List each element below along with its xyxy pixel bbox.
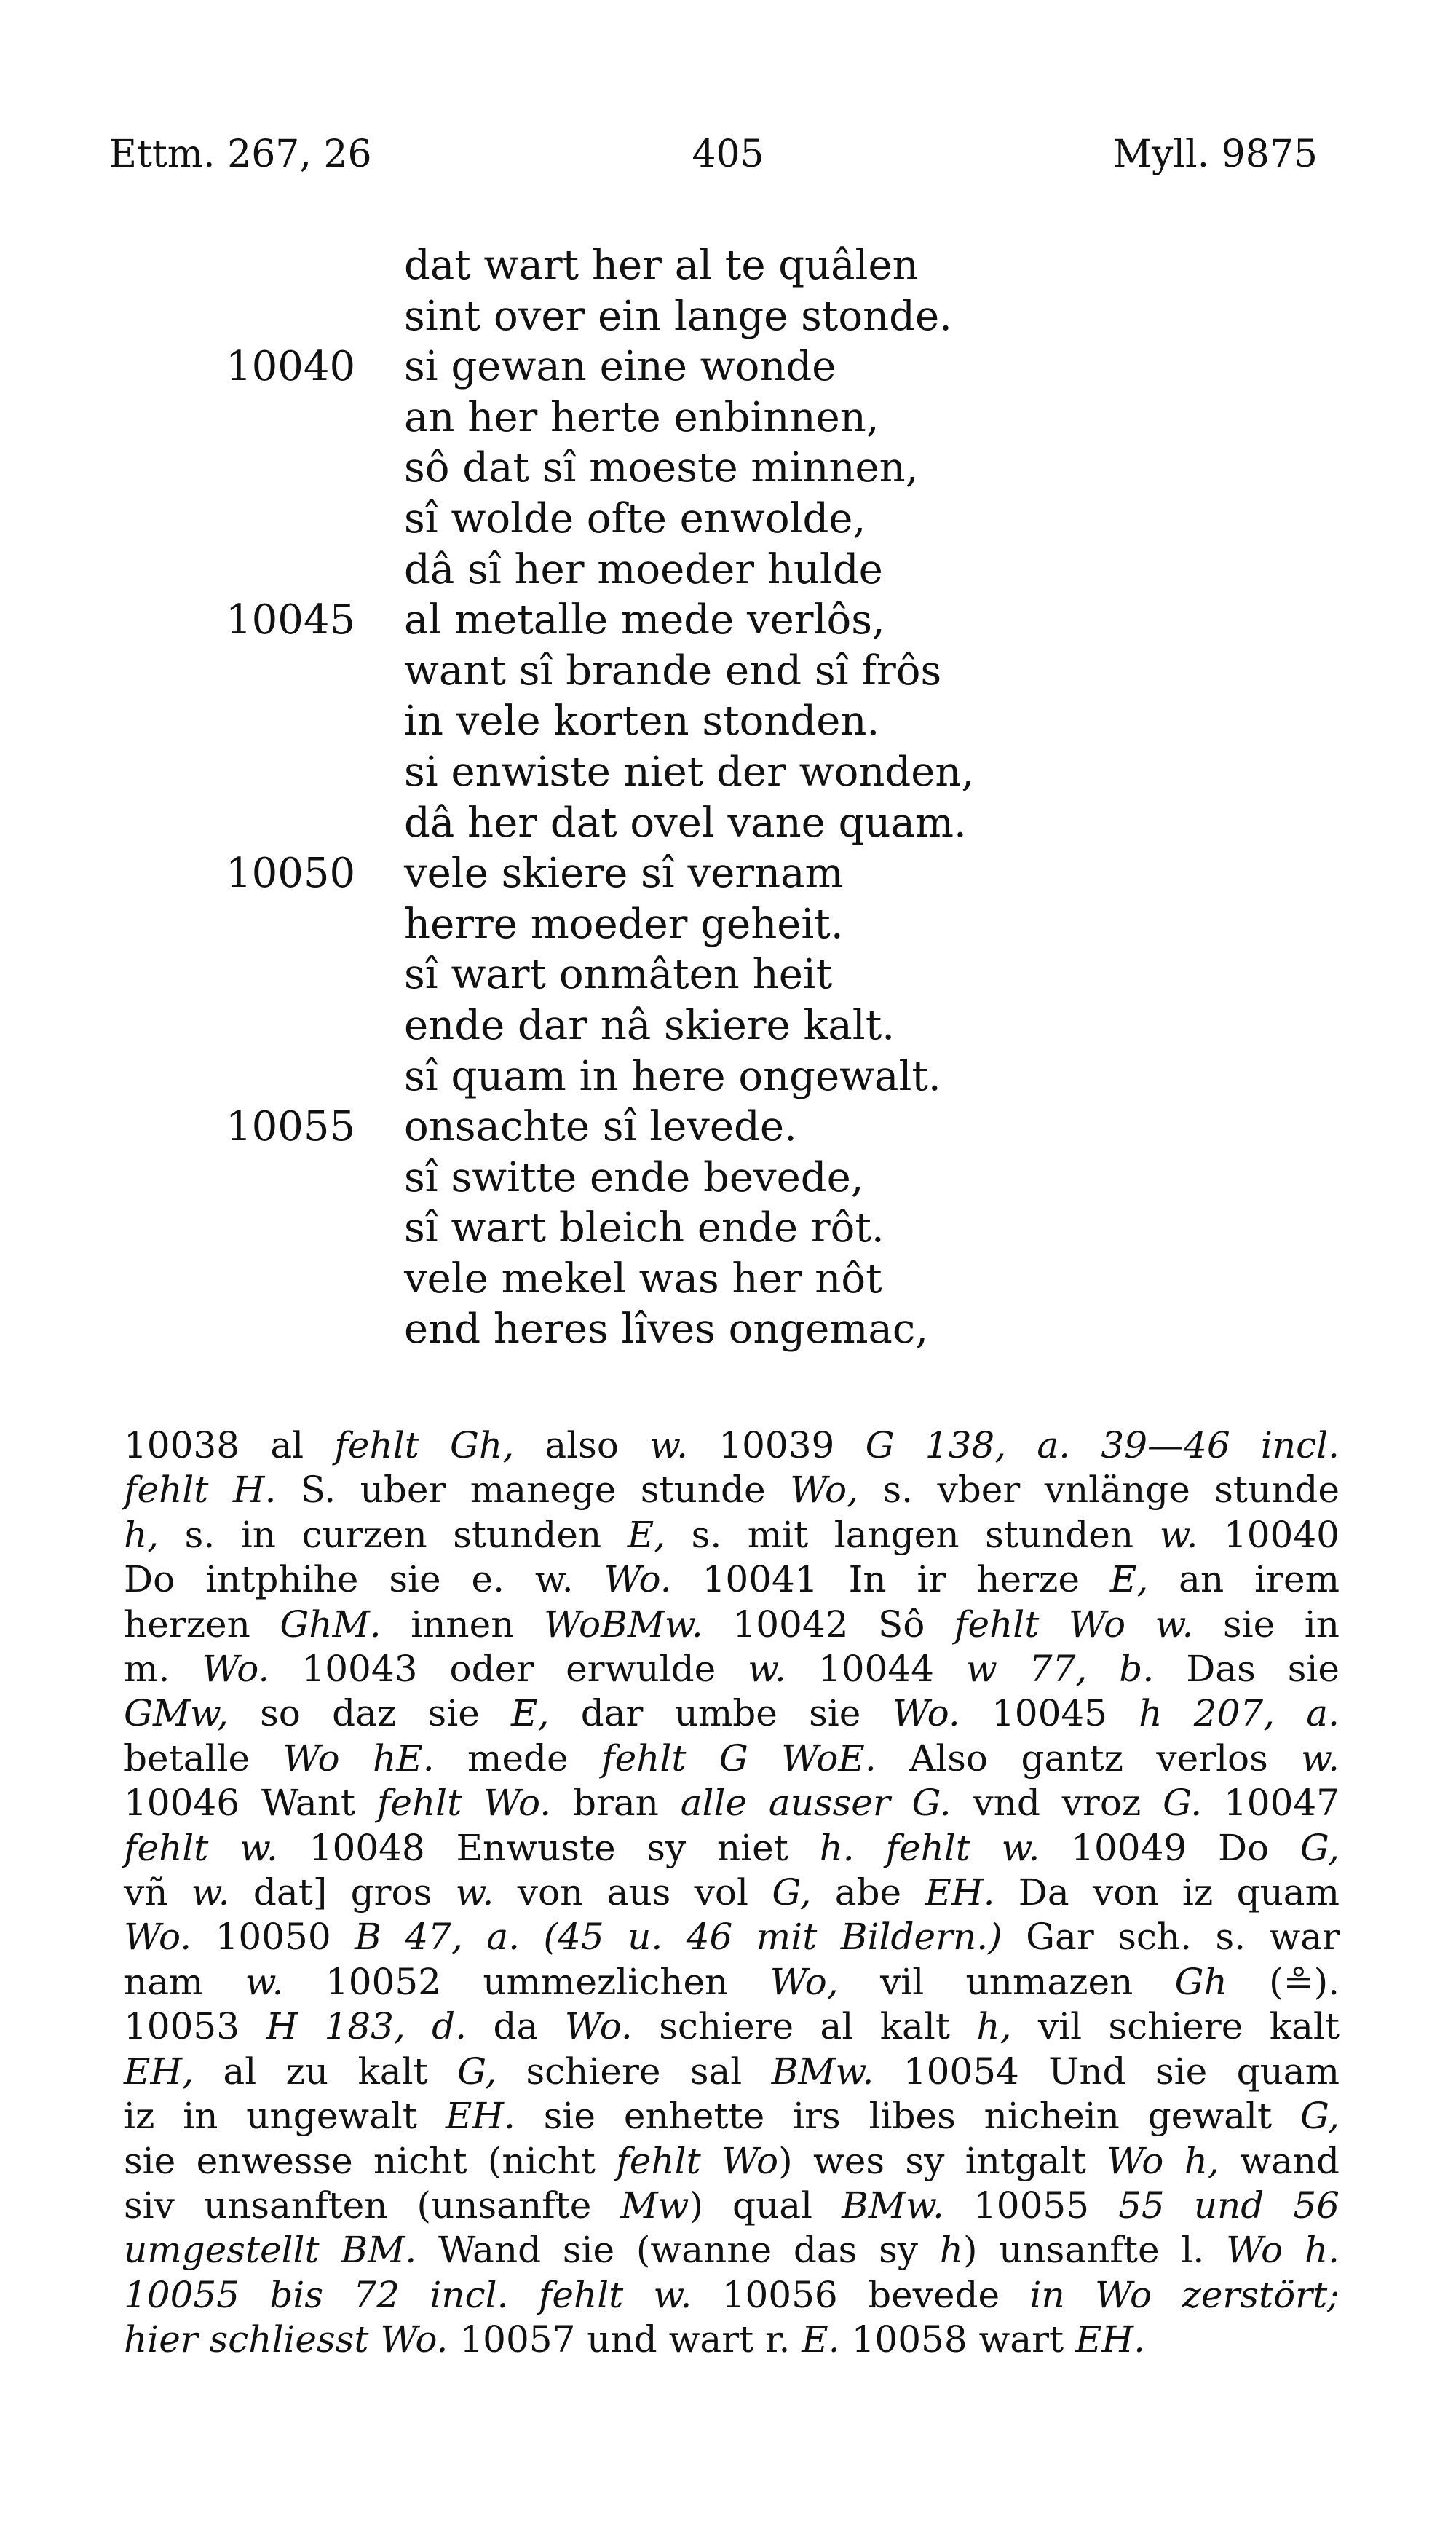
apparatus-text: s. mit langen stunden: [665, 1513, 1160, 1556]
apparatus-text: s. vber vnlänge stunde: [858, 1469, 1340, 1512]
apparatus-siglum: w.: [649, 1424, 688, 1466]
apparatus-siglum: Wo h,: [1107, 2139, 1219, 2182]
apparatus-line: [124, 1647, 1340, 1691]
apparatus-siglum: 55 und 56: [1118, 2184, 1340, 2227]
verse-line: [0, 1153, 1456, 1204]
apparatus-siglum: h. fehlt w.: [819, 1826, 1040, 1869]
apparatus-text: dar umbe sie: [549, 1692, 893, 1735]
apparatus-line: [124, 1781, 1340, 1825]
apparatus-text: Do intphihe sie e. w.: [124, 1558, 604, 1601]
apparatus-siglum: EH.: [445, 2095, 515, 2138]
apparatus-siglum: EH.: [925, 1871, 995, 1914]
apparatus-text: vil unmazen: [838, 1960, 1175, 2003]
apparatus-siglum: E,: [1109, 1558, 1149, 1601]
apparatus-text: al zu kalt: [194, 2050, 458, 2093]
verse-line: [0, 443, 1456, 494]
apparatus-siglum: G 138, a. 39—46 incl.: [865, 1424, 1340, 1466]
apparatus-siglum: fehlt Wo: [616, 2139, 779, 2182]
verse-text: an her herte enbinnen,: [404, 393, 879, 441]
apparatus-text: 10047: [1202, 1782, 1340, 1825]
apparatus-siglum: fehlt w.: [124, 1826, 278, 1869]
apparatus-siglum: G,: [772, 1871, 812, 1914]
apparatus-siglum: alle ausser G.: [680, 1782, 951, 1825]
line-number: 10050: [226, 850, 356, 898]
apparatus-text: Das sie: [1154, 1648, 1340, 1691]
apparatus-siglum: w 77, b.: [966, 1648, 1155, 1691]
apparatus-text: dat] gros: [229, 1871, 456, 1914]
apparatus-text: S. uber manege stunde: [276, 1469, 791, 1512]
apparatus-siglum: Mw: [620, 2184, 689, 2227]
verse-text: vele skiere sî vernam: [404, 850, 844, 898]
apparatus-text: 10058 wart: [839, 2318, 1076, 2361]
verse-line: [0, 696, 1456, 747]
apparatus-line: [124, 2139, 1340, 2184]
running-head-right: Myll. 9875: [1112, 133, 1318, 176]
apparatus-line: [124, 1468, 1340, 1512]
apparatus-siglum: Wo.: [564, 2005, 633, 2048]
apparatus-siglum: in Wo zerstört;: [1029, 2273, 1340, 2316]
apparatus-text: 10056 bevede: [692, 2273, 1030, 2316]
verse-text: sô dat sî moeste minnen,: [404, 444, 919, 492]
verse-text: in vele korten stonden.: [404, 698, 880, 746]
verse-text: sî quam in here ongewalt.: [404, 1052, 941, 1100]
apparatus-siglum: G,: [1299, 2095, 1340, 2138]
verse-text: sî wolde ofte enwolde,: [404, 494, 866, 542]
apparatus-siglum: Wo,: [769, 1960, 839, 2003]
apparatus-text: 10048 Enwuste sy niet: [277, 1826, 820, 1869]
apparatus-text: 10039: [687, 1424, 866, 1466]
apparatus-siglum: fehlt H.: [124, 1469, 277, 1512]
apparatus-siglum: BMw.: [771, 2050, 874, 2093]
verse-line: [0, 595, 1456, 646]
apparatus-text: da: [467, 2005, 565, 2048]
verse-text: sint over ein lange stonde.: [404, 292, 952, 340]
apparatus-siglum: h: [939, 2229, 963, 2272]
apparatus-text: 10042 Sô: [703, 1603, 954, 1646]
apparatus-text: herzen: [124, 1603, 280, 1646]
verse-text: al metalle mede verlôs,: [404, 596, 885, 644]
verse-line: [0, 848, 1456, 899]
apparatus-line: [124, 1871, 1340, 1915]
verse-line: [0, 341, 1456, 392]
line-number: 10055: [226, 1103, 356, 1151]
verse-line: [0, 949, 1456, 1000]
apparatus-siglum: WoBMw.: [544, 1603, 703, 1646]
apparatus-line: [124, 1691, 1340, 1736]
apparatus-line: [124, 1513, 1340, 1557]
apparatus-siglum: w.: [455, 1871, 494, 1914]
verse-line: [0, 545, 1456, 596]
apparatus-text: Wand sie (wanne das sy: [416, 2229, 940, 2272]
verse-line: [0, 240, 1456, 291]
apparatus-siglum: Gh: [1174, 1960, 1227, 2003]
apparatus-siglum: Wo,: [790, 1469, 859, 1512]
apparatus-siglum: GMw,: [124, 1692, 229, 1735]
critical-apparatus: [124, 1423, 1340, 2363]
apparatus-text: sie enwesse nicht (nicht: [124, 2139, 617, 2182]
verse-text: sî wart onmâten heit: [404, 951, 833, 999]
line-number: 10045: [226, 596, 356, 644]
apparatus-siglum: fehlt Wo w.: [954, 1603, 1194, 1646]
apparatus-siglum: h,: [976, 2005, 1012, 2048]
apparatus-text: vnd vroz: [951, 1782, 1163, 1825]
apparatus-text: 10045: [960, 1692, 1139, 1735]
verse-line: [0, 1203, 1456, 1254]
apparatus-text: 10054 Und sie quam: [874, 2050, 1340, 2093]
apparatus-line: [124, 1826, 1340, 1871]
apparatus-siglum: hier schliesst Wo.: [124, 2318, 448, 2361]
apparatus-siglum: E,: [627, 1513, 666, 1556]
verse-text: sî switte ende bevede,: [404, 1153, 864, 1201]
apparatus-siglum: 10055 bis 72 incl. fehlt w.: [124, 2273, 692, 2316]
apparatus-text: 10038 al: [124, 1424, 335, 1466]
apparatus-siglum: Wo.: [124, 1916, 192, 1959]
verse-text: ende dar nâ skiere kalt.: [404, 1001, 895, 1049]
verse-line: [0, 494, 1456, 545]
apparatus-siglum: Wo.: [202, 1648, 270, 1691]
running-head-left: Ettm. 267, 26: [109, 133, 372, 176]
apparatus-line: [124, 1423, 1340, 1468]
apparatus-text: mede: [434, 1737, 602, 1779]
apparatus-text: (≗).: [1227, 1960, 1340, 2003]
apparatus-siglum: Wo.: [604, 1558, 672, 1601]
apparatus-siglum: h,: [124, 1513, 159, 1556]
apparatus-line: [124, 1557, 1340, 1602]
apparatus-text: Also gantz verlos: [876, 1737, 1302, 1779]
apparatus-line: [124, 1603, 1340, 1647]
apparatus-text: 10057 und wart r.: [448, 2318, 802, 2361]
apparatus-text: ) qual: [689, 2184, 842, 2227]
apparatus-siglum: h 207, a.: [1139, 1692, 1340, 1735]
apparatus-siglum: w.: [245, 1960, 284, 2003]
apparatus-text: ) wes sy intgalt: [778, 2139, 1107, 2182]
apparatus-text: 10055: [943, 2184, 1119, 2227]
apparatus-text: sie in: [1193, 1603, 1340, 1646]
apparatus-text: Gar sch. s. war: [1002, 1916, 1340, 1959]
apparatus-text: s. in curzen stunden: [159, 1513, 628, 1556]
apparatus-siglum: w.: [1159, 1513, 1198, 1556]
apparatus-text: 10053: [124, 2005, 266, 2048]
verse-line: [0, 1051, 1456, 1102]
verse-line: [0, 1000, 1456, 1051]
apparatus-siglum: Wo h.: [1226, 2229, 1340, 2272]
apparatus-siglum: w.: [748, 1648, 786, 1691]
apparatus-siglum: G,: [1299, 1826, 1340, 1869]
verse-line: [0, 291, 1456, 342]
apparatus-siglum: G,: [457, 2050, 497, 2093]
apparatus-text: iz in ungewalt: [124, 2095, 446, 2138]
apparatus-text: abe: [811, 1871, 925, 1914]
apparatus-siglum: GhM.: [280, 1603, 381, 1646]
verse-text: herre moeder geheit.: [404, 900, 844, 948]
apparatus-text: bran: [551, 1782, 681, 1825]
apparatus-text: innen: [381, 1603, 545, 1646]
apparatus-siglum: EH,: [124, 2050, 194, 2093]
apparatus-line: [124, 1960, 1340, 2004]
apparatus-line: [124, 2184, 1340, 2228]
apparatus-text: siv unsanften (unsanfte: [124, 2184, 621, 2227]
verse-text: vele mekel was her nôt: [404, 1255, 882, 1303]
apparatus-line: [124, 1737, 1340, 1781]
apparatus-line: [124, 2004, 1340, 2049]
verse-line: [0, 747, 1456, 798]
verse-line: [0, 1304, 1456, 1355]
apparatus-siglum: w.: [191, 1871, 230, 1914]
apparatus-text: 10049 Do: [1040, 1826, 1300, 1869]
verse-line: [0, 899, 1456, 950]
apparatus-text: 10052 ummezlichen: [283, 1960, 770, 2003]
apparatus-text: von aus vol: [494, 1871, 772, 1914]
apparatus-siglum: fehlt Wo.: [376, 1782, 552, 1825]
apparatus-siglum: Wo.: [892, 1692, 960, 1735]
apparatus-text: vil schiere kalt: [1011, 2005, 1340, 2048]
apparatus-text: Da von iz quam: [994, 1871, 1340, 1914]
apparatus-line: [124, 2273, 1340, 2318]
apparatus-line: [124, 2050, 1340, 2094]
verse-text: want sî brande end sî frôs: [404, 647, 942, 695]
apparatus-siglum: H 183, d.: [266, 2005, 467, 2048]
verse-text: si enwiste niet der wonden,: [404, 748, 975, 796]
apparatus-text: 10040: [1198, 1513, 1340, 1556]
apparatus-text: 10046 Want: [124, 1782, 377, 1825]
apparatus-siglum: B 47, a. (45 u. 46 mit Bildern.): [355, 1916, 1002, 1959]
apparatus-text: 10043 oder erwulde: [269, 1648, 748, 1691]
line-number: 10040: [226, 343, 356, 391]
apparatus-text: schiere al kalt: [632, 2005, 977, 2048]
verse-block: [0, 240, 1456, 1355]
apparatus-text: 10041 In ir herze: [671, 1558, 1110, 1601]
apparatus-text: wand: [1219, 2139, 1340, 2182]
apparatus-text: so daz sie: [228, 1692, 512, 1735]
apparatus-siglum: E.: [802, 2318, 840, 2361]
verse-line: [0, 798, 1456, 849]
apparatus-siglum: G.: [1163, 1782, 1203, 1825]
apparatus-line: [124, 2228, 1340, 2272]
apparatus-line: [124, 2318, 1340, 2362]
apparatus-siglum: BMw.: [842, 2184, 944, 2227]
verse-text: dâ sî her moeder hulde: [404, 545, 883, 593]
apparatus-line: [124, 1915, 1340, 1959]
apparatus-text: nam: [124, 1960, 245, 2003]
verse-text: end heres lîves ongemac,: [404, 1305, 929, 1354]
verse-line: [0, 646, 1456, 697]
apparatus-siglum: fehlt Gh,: [334, 1424, 515, 1466]
apparatus-text: sie enhette irs libes nichein gewalt: [515, 2095, 1300, 2138]
apparatus-siglum: Wo hE.: [282, 1737, 435, 1779]
verse-line: [0, 1254, 1456, 1305]
verse-text: dâ her dat ovel vane quam.: [404, 799, 967, 847]
verse-text: si gewan eine wonde: [404, 343, 836, 391]
verse-text: sî wart bleich ende rôt.: [404, 1204, 885, 1252]
apparatus-siglum: w.: [1301, 1737, 1340, 1779]
apparatus-siglum: E,: [511, 1692, 550, 1735]
apparatus-siglum: fehlt G WoE.: [601, 1737, 877, 1779]
verse-line: [0, 392, 1456, 443]
verse-text: onsachte sî levede.: [404, 1103, 797, 1151]
apparatus-text: m.: [124, 1648, 202, 1691]
apparatus-text: betalle: [124, 1737, 283, 1779]
apparatus-text: 10044: [786, 1648, 966, 1691]
apparatus-text: 10050: [191, 1916, 355, 1959]
verse-line: [0, 1102, 1456, 1153]
verse-text: dat wart her al te quâlen: [404, 242, 919, 289]
apparatus-text: an irem: [1148, 1558, 1340, 1601]
apparatus-text: ) unsanfte l.: [962, 2229, 1227, 2272]
apparatus-siglum: EH.: [1075, 2318, 1146, 2361]
apparatus-text: vñ: [124, 1871, 191, 1914]
apparatus-line: [124, 2094, 1340, 2138]
apparatus-text: schiere sal: [496, 2050, 772, 2093]
apparatus-siglum: umgestellt BM.: [124, 2229, 417, 2272]
apparatus-text: also: [514, 1424, 650, 1466]
page-number: 405: [692, 133, 764, 176]
